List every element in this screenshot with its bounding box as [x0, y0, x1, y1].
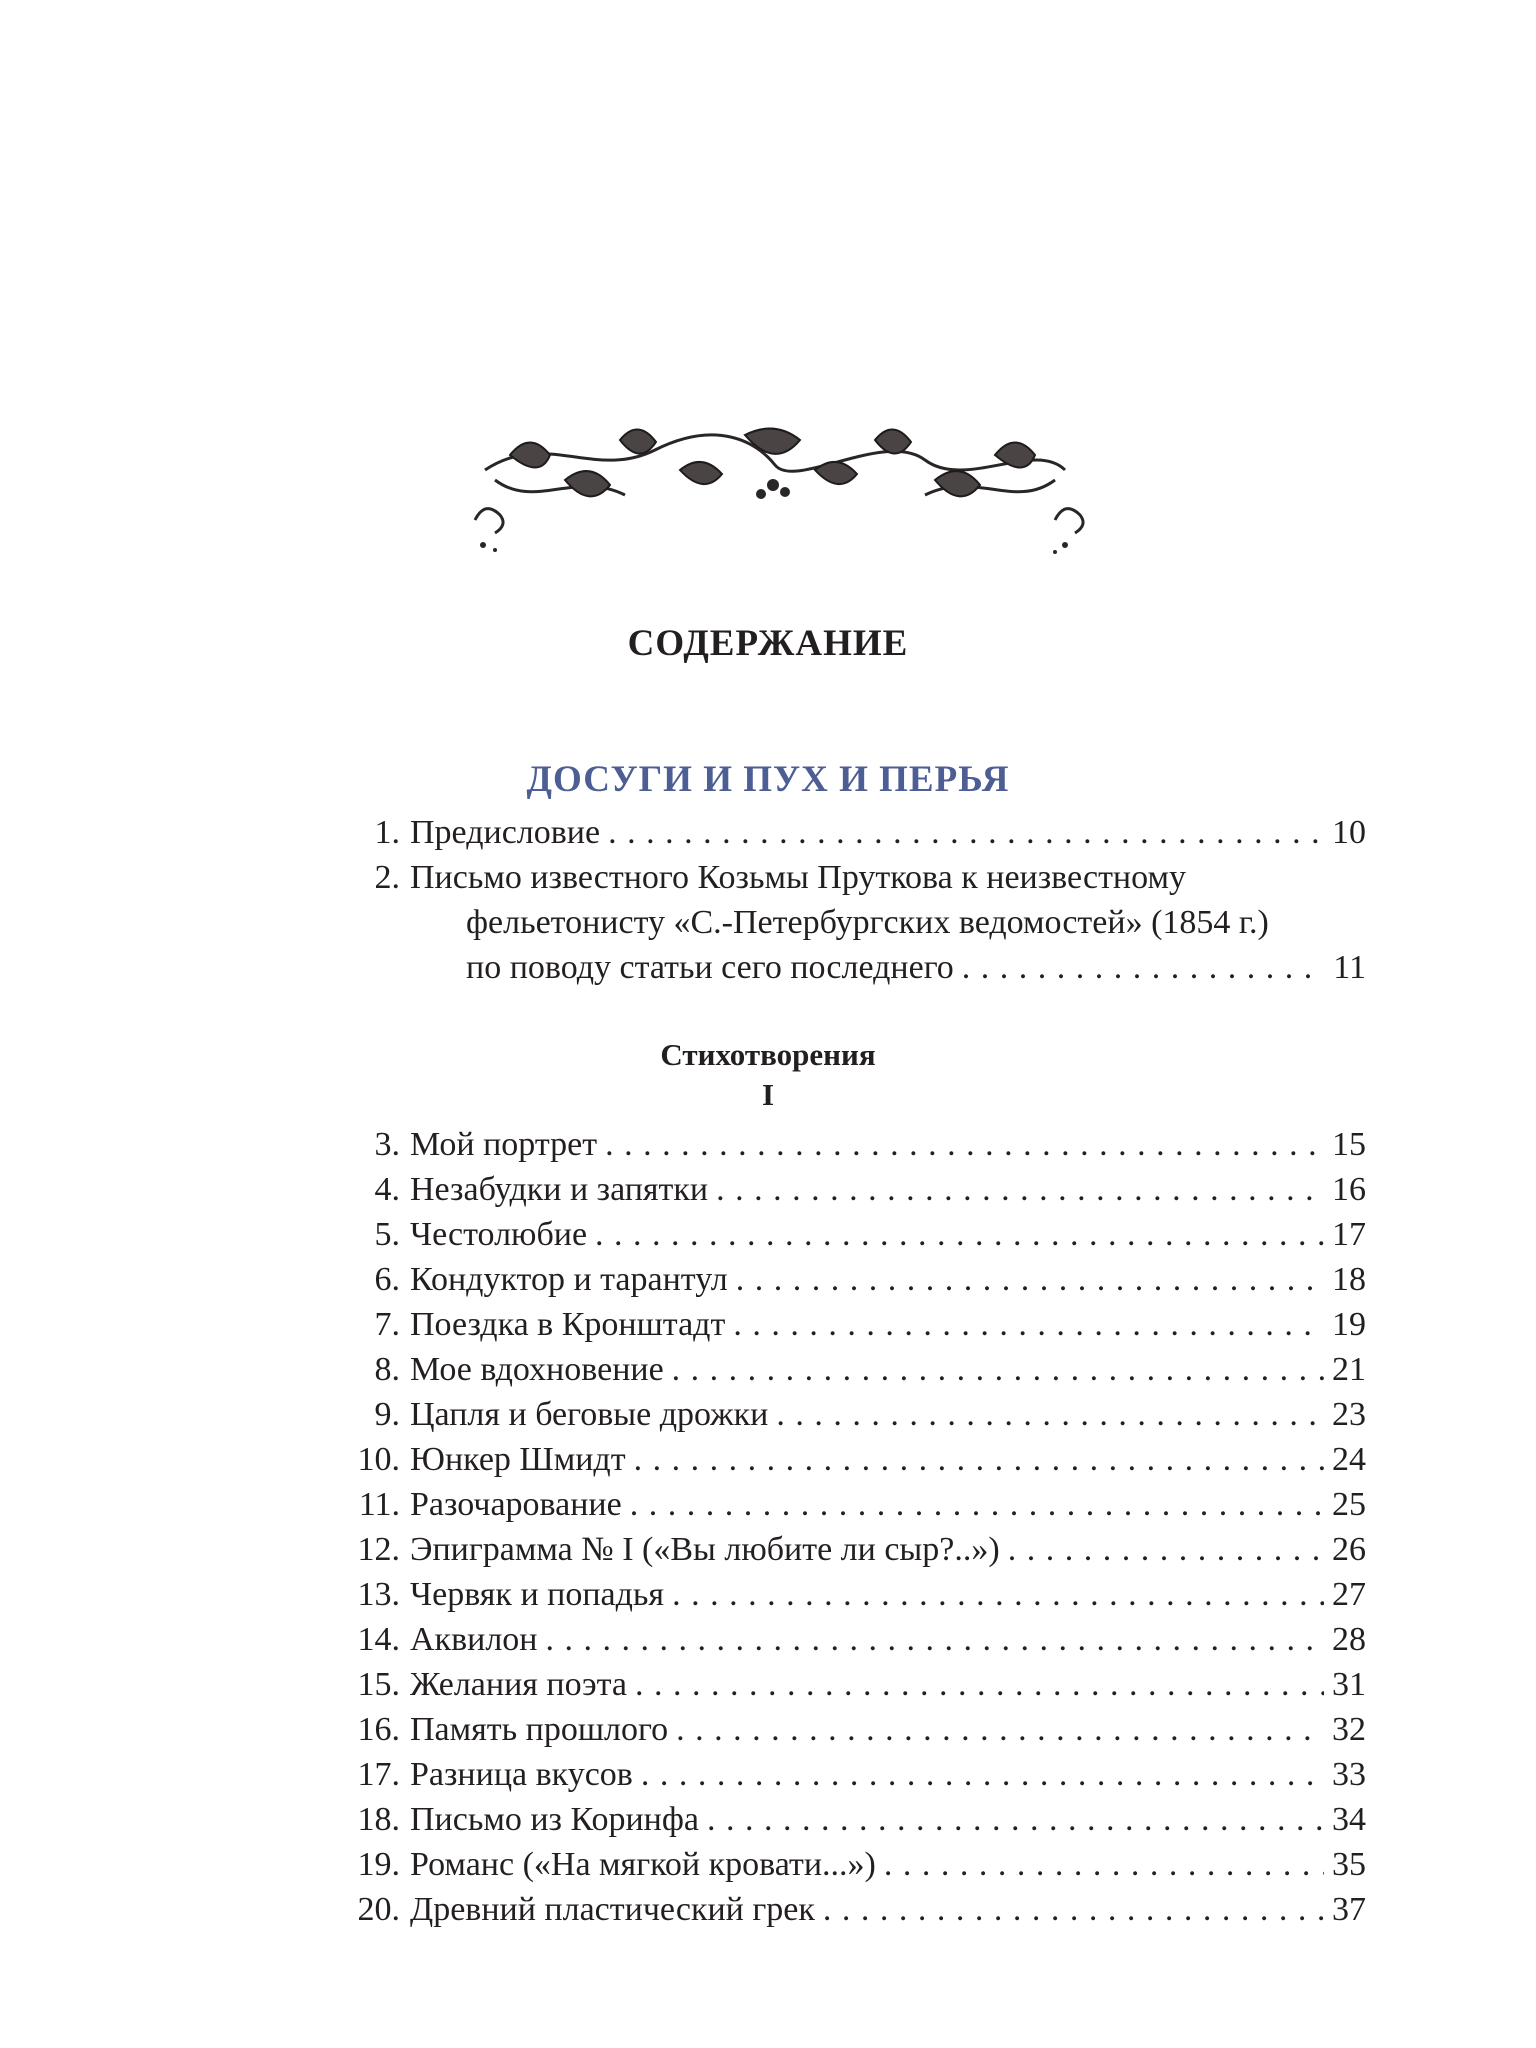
entry-number: 10.	[357, 1441, 400, 1478]
entry-number: 17.	[357, 1756, 400, 1793]
toc-entry	[170, 1302, 1366, 1347]
entry-title: Червяк и попадья	[410, 1576, 665, 1613]
toc-entry-continuation	[170, 945, 1366, 990]
toc-entry	[170, 1257, 1366, 1302]
entry-title: Разочарование	[410, 1486, 622, 1523]
dot-leader	[608, 810, 1324, 855]
entry-title: Мой портрет	[410, 1126, 598, 1163]
entry-title: Древний пластический грек	[410, 1891, 815, 1928]
toc-intro	[170, 810, 1366, 990]
toc-entry	[170, 1212, 1366, 1257]
toc-entry	[170, 1482, 1366, 1527]
entry-page: 19	[1332, 1306, 1366, 1343]
entry-title: Честолюбие	[410, 1216, 588, 1253]
toc-entry	[170, 1437, 1366, 1482]
entry-number: 11.	[358, 1486, 400, 1523]
entry-page: 37	[1332, 1891, 1366, 1928]
dot-leader	[776, 1392, 1324, 1437]
toc-entry-continuation	[170, 900, 1366, 945]
toc-entry	[170, 1167, 1366, 1212]
entry-page: 11	[1333, 949, 1366, 986]
entry-number: 4.	[374, 1171, 400, 1208]
entry-number: 6.	[374, 1261, 400, 1298]
dot-leader	[605, 1122, 1324, 1167]
toc-entry	[170, 1527, 1366, 1572]
toc-entry	[170, 1842, 1366, 1887]
dot-leader	[823, 1887, 1324, 1932]
entry-title: Кондуктор и тарантул	[410, 1261, 728, 1298]
toc-entry	[170, 1572, 1366, 1617]
toc-entry	[170, 810, 1366, 855]
entry-title: Романс («На мягкой кровати...»)	[410, 1846, 876, 1883]
toc-entry	[170, 1707, 1366, 1752]
dot-leader	[716, 1167, 1324, 1212]
entry-page: 10	[1332, 814, 1366, 851]
entry-number: 1.	[374, 814, 400, 851]
dot-leader	[962, 945, 1325, 990]
dot-leader	[641, 1752, 1324, 1797]
dot-leader	[630, 1482, 1324, 1527]
entry-page: 15	[1332, 1126, 1366, 1163]
toc-entry	[170, 855, 1366, 900]
entry-title: Мое вдохновение	[410, 1351, 664, 1388]
entry-number: 13.	[357, 1576, 400, 1613]
entry-page: 32	[1332, 1711, 1366, 1748]
toc-entry	[170, 1887, 1366, 1932]
entry-title: Письмо из Коринфа	[410, 1801, 699, 1838]
entry-number: 14.	[357, 1621, 400, 1658]
entry-page: 26	[1332, 1531, 1366, 1568]
entry-title: Юнкер Шмидт	[410, 1441, 626, 1478]
toc-entry	[170, 1797, 1366, 1842]
entry-number: 16.	[357, 1711, 400, 1748]
section-heading: ДОСУГИ И ПУХ И ПЕРЬЯ	[526, 759, 1010, 800]
entry-page: 25	[1332, 1486, 1366, 1523]
contents-heading: СОДЕРЖАНИЕ	[627, 623, 909, 664]
entry-page: 35	[1332, 1846, 1366, 1883]
entry-title: Разница вкусов	[410, 1756, 633, 1793]
toc-entry	[170, 1122, 1366, 1167]
dot-leader	[707, 1797, 1324, 1842]
toc-entry	[170, 1617, 1366, 1662]
entry-page: 34	[1332, 1801, 1366, 1838]
entry-title-continued: по поводу статьи сего последнего	[466, 949, 954, 986]
entry-number: 15.	[357, 1666, 400, 1703]
dot-leader	[634, 1437, 1324, 1482]
entry-page: 24	[1332, 1441, 1366, 1478]
toc-entry	[170, 1662, 1366, 1707]
toc-entry	[170, 1392, 1366, 1437]
dot-leader	[595, 1212, 1324, 1257]
toc-entry	[170, 1752, 1366, 1797]
entry-title: Цапля и беговые дрожки	[410, 1396, 769, 1433]
dot-leader	[545, 1617, 1324, 1662]
entry-title: Память прошлого	[410, 1711, 669, 1748]
entry-number: 19.	[357, 1846, 400, 1883]
entry-title: Эпиграмма № I («Вы любите ли сыр?..»)	[410, 1531, 1000, 1568]
entry-number: 7.	[374, 1306, 400, 1343]
entry-title: Незабудки и запятки	[410, 1171, 709, 1208]
entry-page: 23	[1332, 1396, 1366, 1433]
toc-entry	[170, 1347, 1366, 1392]
entry-number: 3.	[374, 1126, 400, 1163]
entry-number: 12.	[357, 1531, 400, 1568]
entry-title: Письмо известного Козьмы Пруткова к неизвестному	[410, 859, 1186, 896]
entry-title-continued: фельетонисту «С.-Петербургских ведомостей» (1854 г.)	[466, 904, 1269, 941]
entry-title: Предисловие	[410, 814, 601, 851]
entry-number: 8.	[374, 1351, 400, 1388]
toc-poems	[170, 1122, 1366, 1932]
entry-title: Желания поэта	[410, 1666, 627, 1703]
dot-leader	[1008, 1527, 1324, 1572]
entry-page: 33	[1332, 1756, 1366, 1793]
subsection-heading: Стихотворения	[660, 1037, 876, 1072]
entry-page: 16	[1332, 1171, 1366, 1208]
entry-number: 2.	[374, 859, 400, 896]
entry-page: 21	[1332, 1351, 1366, 1388]
entry-page: 27	[1332, 1576, 1366, 1613]
entry-number: 20.	[357, 1891, 400, 1928]
dot-leader	[672, 1347, 1324, 1392]
dot-leader	[736, 1257, 1324, 1302]
entry-page: 28	[1332, 1621, 1366, 1658]
dot-leader	[635, 1662, 1324, 1707]
entry-page: 18	[1332, 1261, 1366, 1298]
dot-leader	[676, 1707, 1324, 1752]
dot-leader	[733, 1302, 1324, 1347]
entry-number: 18.	[357, 1801, 400, 1838]
entry-number: 5.	[374, 1216, 400, 1253]
entry-title: Аквилон	[410, 1621, 538, 1658]
dot-leader	[672, 1572, 1324, 1617]
entry-title: Поездка в Кронштадт	[410, 1306, 726, 1343]
entry-page: 31	[1332, 1666, 1366, 1703]
dot-leader	[884, 1842, 1324, 1887]
entry-page: 17	[1332, 1216, 1366, 1253]
vine-ornament-icon	[455, 410, 1095, 560]
entry-number: 9.	[374, 1396, 400, 1433]
part-number: I	[761, 1077, 775, 1112]
